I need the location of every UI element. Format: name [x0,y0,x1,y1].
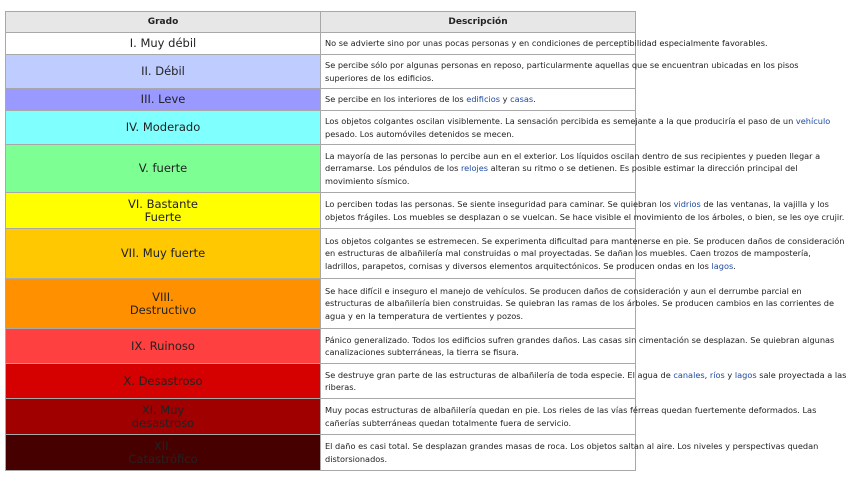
mercalli-scale-table [5,11,846,471]
description-cell [321,193,845,229]
grade-label: VIII. [152,289,174,304]
description-line: cañerías subterráneas quedan totalmente fuera de servicio. [325,417,572,428]
description-link[interactable]: edificios [466,94,501,105]
table-row [6,399,636,435]
description-line: Pánico generalizado. Todos los edificios sufren grandes daños. Las casas sin cimentación se desplazan. Se quiebran algunas [325,334,835,345]
grade-cell [6,279,321,329]
grade-label: III. Leve [140,92,186,106]
description-line: Muy pocas estructuras de albañilería quedan en pie. Los rieles de las vías férreas quedan fuertemente deformados. Las [325,405,817,415]
description-cell [321,364,846,399]
description-line: ladrillos, parapetos, cornisas y diversos elementos arquitectónicos. Se producen ondas en los lagos. [325,260,736,271]
description-line: derramarse. Los péndulos de los relojes alteran su ritmo o se detienen. Es posible estimar la dirección principal del [325,163,798,174]
description-link[interactable]: lagos [711,260,734,271]
grade-cell [6,329,321,364]
grade-label: X. Desastroso [123,373,203,388]
description-line: La mayoría de las personas lo percibe aun en el exterior. Los líquidos oscilan dentro de sus recipientes y pueden llegar a [325,150,821,161]
description-line: Se destruye gran parte de las estructuras de albañilería de toda especie. El agua de canales, ríos y lagos sale proyectada a las [325,369,846,380]
table-row [6,229,636,279]
description-link[interactable]: ríos [709,369,725,380]
description-cell [321,229,845,279]
description-link[interactable]: canales [673,369,705,380]
description-cell [321,279,834,329]
grade-label: II. Débil [141,64,185,78]
table-row [6,111,636,145]
description-line: estructuras de albañilería bien construidas. Se quiebran las ramas de los árboles. Se producen cambios en las corrientes de [325,298,834,309]
description-line: Los objetos colgantes se estremecen. Se experimenta dificultad para mantenerse en pie. Se producen daños de consideración [325,235,845,246]
grade-cell [6,55,321,89]
description-cell [321,33,768,55]
grade-label: XI. Muy [141,402,185,417]
grade-column-header: Grado [6,12,321,33]
description-line: Se percibe en los interiores de los edificios y casas. [325,94,536,105]
description-line: Los objetos colgantes oscilan visiblemente. La sensación percibida es semejante a la que produciría el paso de un vehículo [325,116,831,126]
description-line: No se advierte sino por unas pocas personas y en condiciones de perceptibilidad especialmente favorables. [325,38,768,49]
grade-cell [6,399,321,435]
description-line: riberas. [325,382,357,392]
description-line: distorsionados. [325,453,388,464]
grade-cell [6,111,321,145]
grade-label: IV. Moderado [125,120,201,134]
grade-label: IX. Ruinoso [131,338,195,353]
description-line: Se percibe sólo por algunas personas en reposo, particularmente aquellas que se encuentran ubicadas en los pisos [325,60,799,70]
grade-cell [6,89,321,111]
grade-label: Catastrófico [128,451,198,466]
description-line: agua y en la temperatura de vertientes y pozos. [325,310,524,321]
description-cell [321,399,817,435]
description-line: Lo perciben todas las personas. Se siente inseguridad para caminar. Se quiebran los vidrios de las ventanas, la vajilla y los [325,199,829,209]
description-link[interactable]: vidrios [673,199,701,209]
description-line: en estructuras de albañilería mal construidas o mal proyectadas. Se dañan los muebles. Caen trozos de mampostería, [325,248,811,259]
description-link[interactable]: lagos [734,369,757,380]
table-row [6,364,636,399]
grade-label: Destructivo [129,302,197,317]
table-header-row [6,12,636,33]
description-cell [321,145,821,193]
grade-label: I. Muy débil [129,36,197,50]
grade-label: Fuerte [144,209,182,224]
grade-label: VII. Muy fuerte [120,246,206,260]
table-body [6,33,846,471]
grade-label: XII. [153,438,173,453]
description-line: movimiento sísmico. [325,175,410,186]
description-line: canalizaciones subterráneas, la tierra se fisura. [325,347,519,357]
description-cell [321,89,636,111]
description-link[interactable]: vehículo [795,116,831,126]
table-row [6,329,636,364]
description-cell [321,55,799,89]
description-cell [321,435,819,471]
grade-cell [6,145,321,193]
description-line: Se hace difícil e inseguro el manejo de vehículos. Se producen daños de consideración y aun el derrumbe parcial en [325,285,802,296]
table-row [6,55,636,89]
table-row [6,89,636,111]
table-row [6,193,636,229]
grade-cell [6,33,321,55]
grade-cell [6,229,321,279]
description-line: El daño es casi total. Se desplazan grandes masas de roca. Los objetos saltan al aire. Los niveles y perspectivas quedan [325,441,819,451]
description-cell [321,329,835,364]
description-link[interactable]: casas [510,94,534,105]
grade-cell [6,435,321,471]
description-line: pesado. Los automóviles detenidos se mecen. [325,128,515,139]
table-row [6,279,636,329]
grade-cell [6,364,321,399]
table-row [6,145,636,193]
grade-label: V. fuerte [138,161,188,175]
table-row [6,33,636,55]
table-row [6,435,636,471]
description-column-header: Descripción [321,12,636,33]
description-line: superiores de los edificios. [325,72,434,83]
description-line: objetos frágiles. Los muebles se desplazan o se vuelcan. Se hace visible el movimiento de los árboles, o bien, se les oye crujir. [325,211,845,222]
grade-label: desastroso [131,415,195,430]
description-link[interactable]: relojes [460,163,489,174]
grade-label: VI. Bastante [128,196,198,211]
description-cell [321,111,831,145]
grade-cell [6,193,321,229]
